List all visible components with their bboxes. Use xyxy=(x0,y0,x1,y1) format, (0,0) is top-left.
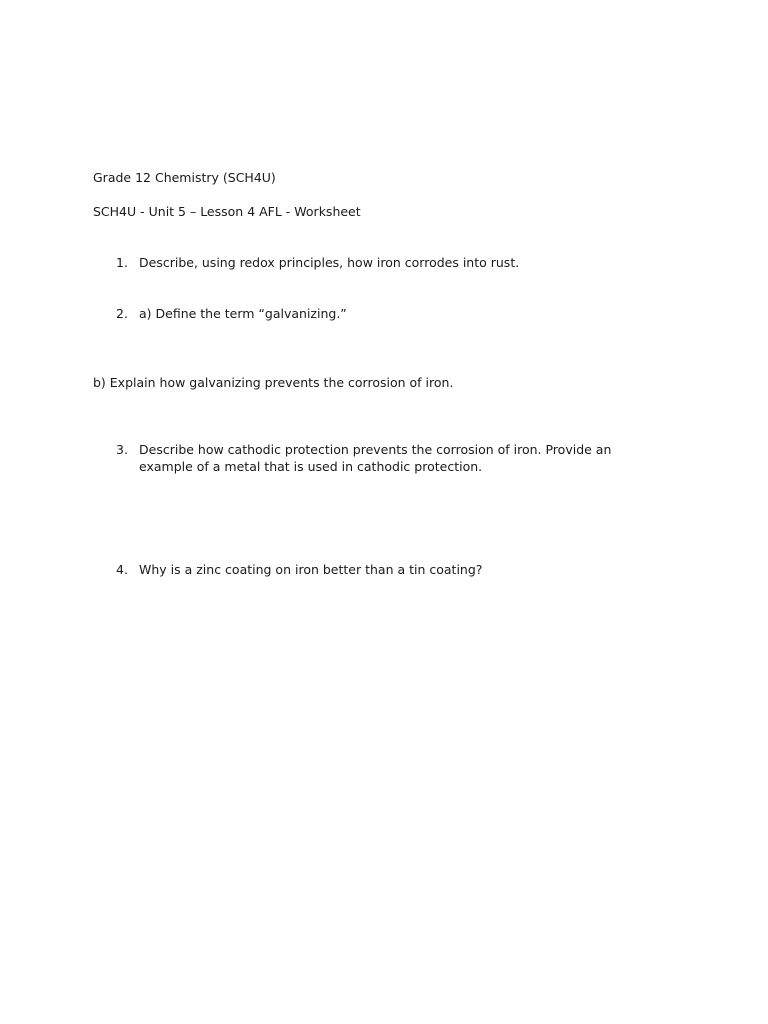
worksheet-title: SCH4U - Unit 5 – Lesson 4 AFL - Worksheet xyxy=(93,204,361,219)
question-text: Why is a zinc coating on iron better than a tin coating? xyxy=(139,562,483,577)
course-title: Grade 12 Chemistry (SCH4U) xyxy=(93,170,276,185)
question-number: 3. xyxy=(116,442,128,457)
question-2b: b) Explain how galvanizing prevents the corrosion of iron. xyxy=(93,375,454,390)
question-number: 2. xyxy=(116,306,128,321)
question-number: 4. xyxy=(116,562,128,577)
question-text: Describe how cathodic protection prevents the corrosion of iron. Provide an example of a metal that is used in cathodic protection. xyxy=(139,442,612,474)
question-number: 1. xyxy=(116,255,128,270)
question-text: Describe, using redox principles, how iron corrodes into rust. xyxy=(139,255,520,270)
question-text: a) Define the term “galvanizing.” xyxy=(139,306,347,321)
